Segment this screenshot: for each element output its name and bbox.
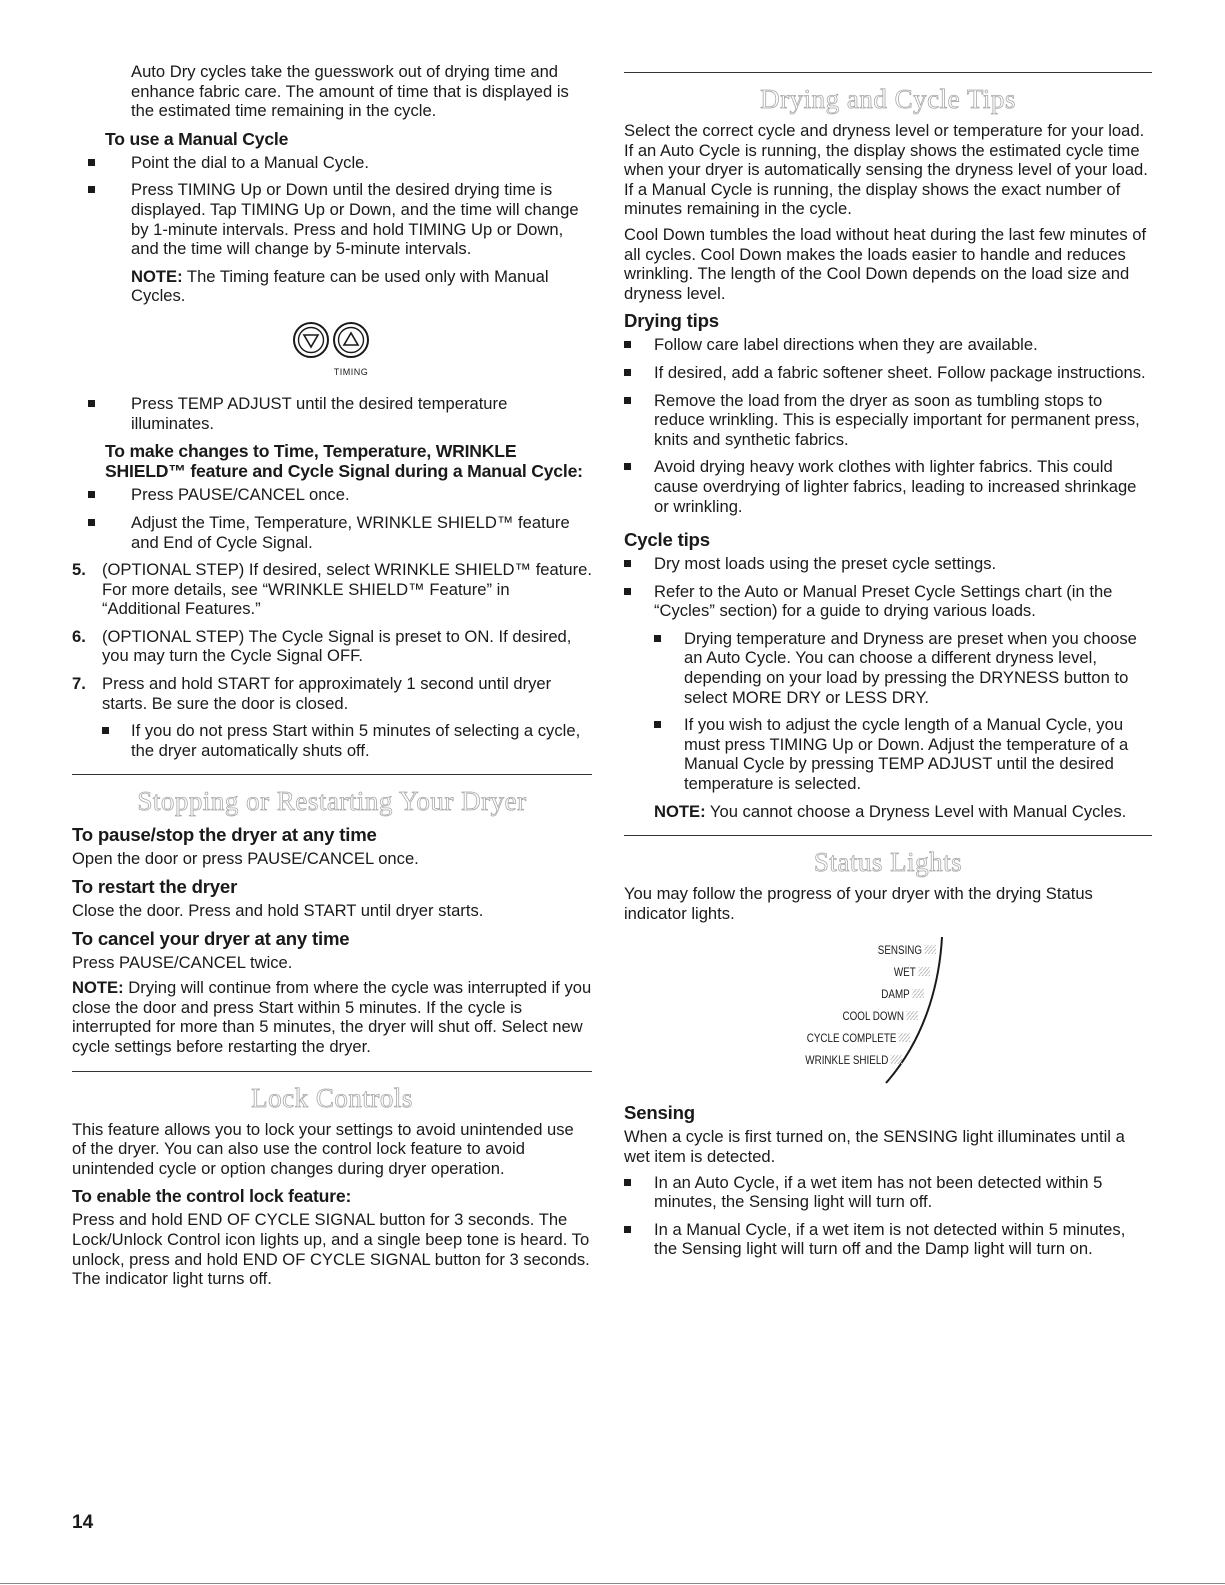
cancel-text: Press PAUSE/CANCEL twice. xyxy=(72,952,293,972)
list-item: Press PAUSE/CANCEL once. xyxy=(72,485,592,505)
sensing-text: When a cycle is first turned on, the SENSING light illuminates until a wet item is detected. xyxy=(624,1127,1125,1166)
list-item: In an Auto Cycle, if a wet item has not been detected within 5 minutes, the Sensing light will turn off. xyxy=(624,1173,1152,1212)
list-item: Remove the load from the dryer as soon as tumbling stops to reduce wrinkling. This is especially important for permanent press, knits and synthetic fabrics. xyxy=(624,391,1152,450)
bullet-icon xyxy=(624,341,631,348)
lock-instructions: Press and hold END OF CYCLE SIGNAL button for 3 seconds. The Lock/Unlock Control icon lights up, and a single beep tone is heard. To unlock, press and hold END OF CYCLE SIGNAL button for 3 seconds. The indicator light turns off. xyxy=(72,1210,590,1289)
status-text: You may follow the progress of your dryer with the drying Status indicator lights. xyxy=(624,884,1093,923)
stopping-section-title: Stopping or Restarting Your Dryer xyxy=(137,786,527,817)
list-item: Dry most loads using the preset cycle settings. xyxy=(624,554,1152,574)
page-number: 14 xyxy=(72,1512,94,1533)
list-item: If you do not press Start within 5 minutes of selecting a cycle, the dryer automatically shuts off. xyxy=(72,721,592,760)
list-item: Point the dial to a Manual Cycle. xyxy=(72,153,592,173)
section-divider xyxy=(624,835,1152,836)
step-6: 6. (OPTIONAL STEP) The Cycle Signal is preset to ON. If desired, you may turn the Cycle Signal OFF. xyxy=(72,626,572,666)
section-divider xyxy=(72,1071,592,1072)
list-item: If you wish to adjust the cycle length of a Manual Cycle, you must press TIMING Up or Down. Adjust the temperature of a Manual Cycle by pressing TEMP ADJUST until the desired temperature is selected. xyxy=(654,715,1152,793)
section-divider xyxy=(72,774,592,775)
list-item: Drying temperature and Dryness are preset when you choose an Auto Cycle. You can choose a different dryness level, depending on your load by pressing the DRYNESS button to select MORE DRY or LESS DRY. xyxy=(654,629,1152,707)
bullet-icon xyxy=(88,491,95,498)
lock-text: This feature allows you to lock your settings to avoid unintended use of the dryer. You can also use the control lock feature to avoid unintended cycle or option changes during dryer operation. xyxy=(72,1119,574,1178)
status-light-sensing: SENSING xyxy=(878,943,936,957)
lock-section-title: Lock Controls xyxy=(251,1082,413,1113)
lock-heading: To enable the control lock feature: xyxy=(72,1186,352,1207)
tips-paragraph-2: Cool Down tumbles the load without heat during the last few minutes of all cycles. Cool Down makes the loads easier to handle and reduces wrinkling. The length of the Cool Down depends on the load size and dryness level. xyxy=(624,224,1147,303)
cancel-heading: To cancel your dryer at any time xyxy=(72,927,350,949)
bullet-icon xyxy=(88,186,95,193)
restart-heading: To restart the dryer xyxy=(72,876,238,898)
status-light-wrinkle-shield: WRINKLE SHIELD xyxy=(805,1053,902,1067)
drying-tips-heading: Drying tips xyxy=(624,310,719,332)
pause-heading: To pause/stop the dryer at any time xyxy=(72,824,377,846)
cycle-note: NOTE: You cannot choose a Dryness Level with Manual Cycles. xyxy=(654,801,1127,821)
list-item: Adjust the Time, Temperature, WRINKLE SHIELD™ feature and End of Cycle Signal. xyxy=(72,513,592,552)
restart-note: NOTE: Drying will continue from where the cycle was interrupted if you close the door and press Start within 5 minutes. If the cycle is interrupted for more than 5 minutes, the dryer will shut off. Select new cycle settings before restarting the dryer. xyxy=(72,978,592,1056)
list-item: Press TEMP ADJUST until the desired temperature illuminates. xyxy=(72,394,592,433)
bullet-icon xyxy=(624,397,631,404)
bullet-icon xyxy=(88,519,95,526)
timing-buttons-figure xyxy=(72,320,592,382)
bullet-icon xyxy=(624,1179,631,1186)
timing-note: NOTE: The Timing feature can be used only with Manual Cycles. xyxy=(131,266,549,306)
right-column xyxy=(624,62,1152,1267)
pause-text: Open the door or press PAUSE/CANCEL once. xyxy=(72,849,419,869)
bullet-icon xyxy=(88,400,95,407)
status-light-wet: WET xyxy=(894,965,930,979)
status-light-cool-down: COOL DOWN xyxy=(843,1009,918,1023)
list-item: Press TIMING Up or Down until the desired drying time is displayed. Tap TIMING Up or Down, and the time will change by 1-minute intervals. Press and hold TIMING Up or Down, and the time will change by 5-minute intervals. xyxy=(72,180,592,258)
list-item: Follow care label directions when they are available. xyxy=(624,335,1152,355)
page-bottom-rule xyxy=(0,1583,1225,1584)
list-item: In a Manual Cycle, if a wet item is not detected within 5 minutes, the Sensing light will turn off and the Damp light will turn on. xyxy=(624,1220,1152,1259)
bullet-icon xyxy=(624,588,631,595)
status-section-title: Status Lights xyxy=(813,847,963,878)
timing-down-up-icon xyxy=(289,320,375,360)
cycle-tips-heading: Cycle tips xyxy=(624,529,710,551)
tips-section-title: Drying and Cycle Tips xyxy=(760,84,1016,114)
list-item: If desired, add a fabric softener sheet. Follow package instructions. xyxy=(624,363,1152,383)
bullet-icon xyxy=(624,369,631,376)
tips-paragraph-1: Select the correct cycle and dryness level or temperature for your load. If an Auto Cycle is running, the display shows the estimated cycle time when your dryer is automatically sensing the dryness level of your load. If a Manual Cycle is running, the display shows the exact number of minutes remaining in the cycle. xyxy=(624,121,1148,219)
status-light-damp: DAMP xyxy=(882,987,924,1001)
status-light-cycle-complete: CYCLE COMPLETE xyxy=(806,1031,910,1045)
bullet-icon xyxy=(654,721,661,728)
section-divider xyxy=(624,72,1152,73)
sensing-heading: Sensing xyxy=(624,1102,695,1124)
status-lights-figure xyxy=(624,933,1152,1093)
bullet-icon xyxy=(102,727,109,734)
bullet-icon xyxy=(624,560,631,567)
left-column xyxy=(72,62,592,1295)
manual-cycle-heading: To use a Manual Cycle xyxy=(105,128,289,149)
restart-text: Close the door. Press and hold START until dryer starts. xyxy=(72,901,484,921)
changes-heading: To make changes to Time, Temperature, WRINKLE SHIELD™ feature and Cycle Signal during a Manual Cycle: xyxy=(105,441,583,482)
bullet-icon xyxy=(624,1226,631,1233)
timing-label: TIMING xyxy=(333,366,369,377)
list-item: Avoid drying heavy work clothes with lighter fabrics. This could cause overdrying of lighter fabrics, leading to increased shrinkage or wrinkling. xyxy=(624,457,1152,516)
bullet-icon xyxy=(624,463,631,470)
step-7: 7. Press and hold START for approximately 1 second until dryer starts. Be sure the door is closed. xyxy=(72,674,552,713)
step-5: 5. (OPTIONAL STEP) If desired, select WRINKLE SHIELD™ feature. For more details, see “WRINKLE SHIELD™ Feature” in “Additional Features.” xyxy=(72,560,592,619)
bullet-icon xyxy=(88,159,95,166)
auto-dry-intro: Auto Dry cycles take the guesswork out of drying time and enhance fabric care. The amount of time that is displayed is the estimated time remaining in the cycle. xyxy=(131,62,569,121)
list-item: Refer to the Auto or Manual Preset Cycle Settings chart (in the “Cycles” section) for a guide to drying various loads. xyxy=(624,582,1152,621)
bullet-icon xyxy=(654,635,661,642)
